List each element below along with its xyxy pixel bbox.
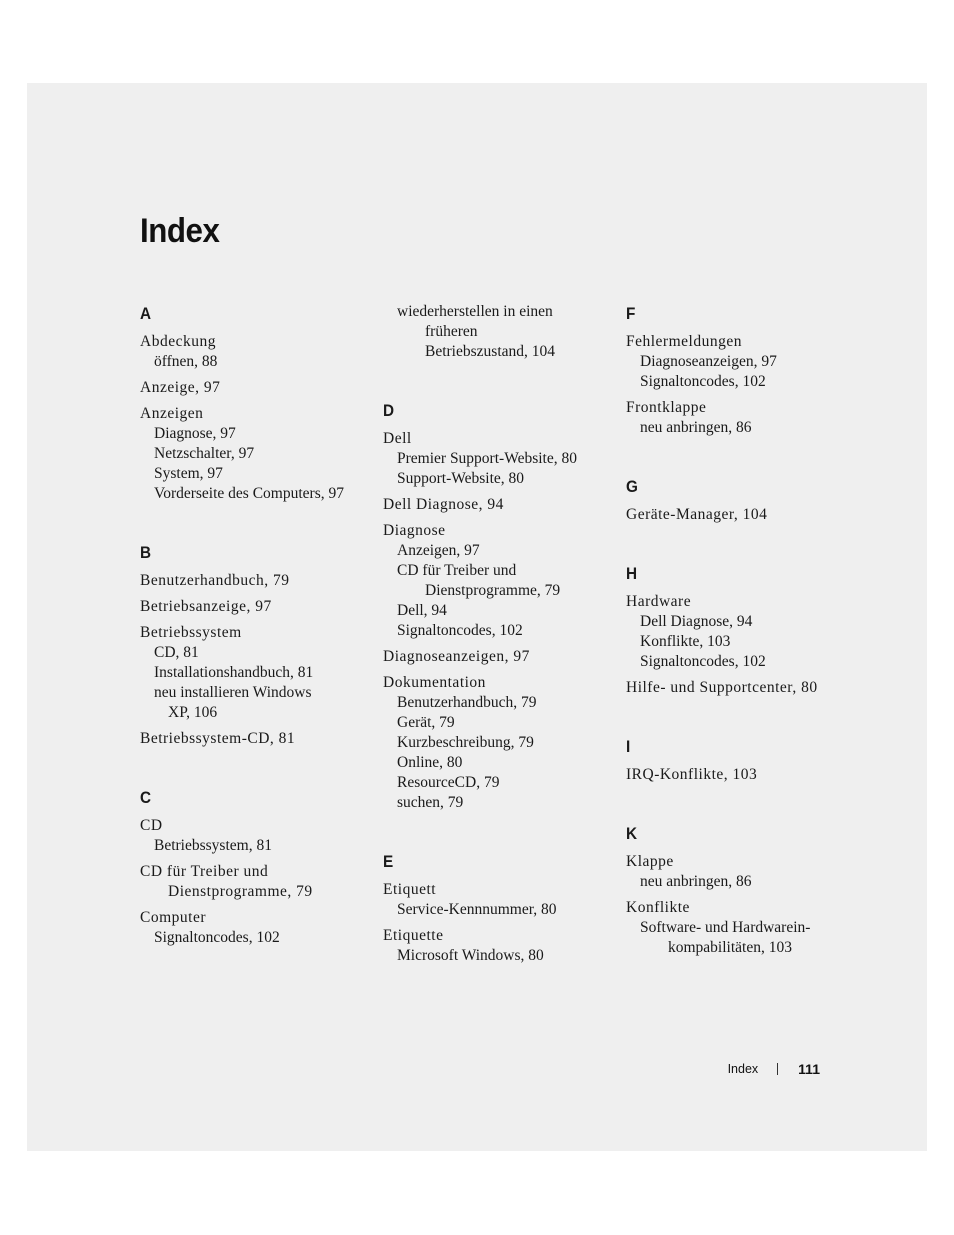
index-entry-dokumentation — [383, 673, 618, 813]
index-entry-benutzerhandbuch — [140, 571, 375, 591]
index-term: Dell Diagnose, 94 — [383, 496, 504, 513]
index-column-3 — [626, 300, 861, 964]
index-term: Anzeigen — [140, 405, 204, 422]
index-term: Hardware — [626, 593, 692, 610]
index-subterm: neu installieren Windows — [154, 684, 312, 701]
index-subterm: Signaltoncodes, 102 — [640, 653, 766, 670]
footer-label: Index — [727, 1062, 759, 1076]
index-entry-anzeigen — [140, 404, 375, 504]
letter-heading-c: C — [140, 788, 152, 807]
letter-heading-b: B — [140, 543, 152, 562]
index-entry-frontklappe — [626, 398, 861, 438]
index-entry-cd — [140, 816, 375, 856]
index-subterm: suchen, 79 — [397, 794, 464, 811]
index-subterm-continued: Betriebszustand, 104 — [425, 343, 556, 360]
index-subterm: Netzschalter, 97 — [154, 445, 255, 462]
index-term: Anzeige, 97 — [140, 379, 221, 396]
index-term: CD für Treiber und — [140, 863, 269, 880]
index-term: Konflikte — [626, 899, 690, 916]
index-column-2 — [383, 300, 618, 972]
index-term: Etiquette — [383, 927, 444, 944]
index-term: Dokumentation — [383, 674, 486, 691]
letter-heading-h: H — [626, 564, 638, 583]
index-subterm-continued: kompabilitäten, 103 — [668, 939, 792, 956]
letter-heading-f: F — [626, 304, 636, 323]
index-term: CD — [140, 817, 163, 834]
index-subterm: Diagnoseanzeigen, 97 — [640, 353, 777, 370]
index-subterm: Dell Diagnose, 94 — [640, 613, 753, 630]
index-subterm: Dell, 94 — [397, 602, 447, 619]
index-subterm: Online, 80 — [397, 754, 463, 771]
index-term: Betriebsanzeige, 97 — [140, 598, 272, 615]
index-term: Diagnoseanzeigen, 97 — [383, 648, 530, 665]
index-term: Computer — [140, 909, 206, 926]
index-subterm-continued: Dienstprogramme, 79 — [425, 582, 561, 599]
index-subterm: Service-Kennnummer, 80 — [397, 901, 557, 918]
index-subterm: CD, 81 — [154, 644, 199, 661]
index-term-continued: Dienstprogramme, 79 — [168, 883, 313, 900]
index-subterm: Kurzbeschreibung, 79 — [397, 734, 534, 751]
index-term: Hilfe- und Supportcenter, 80 — [626, 679, 818, 696]
page-title: Index — [140, 212, 220, 250]
index-subterm: Benutzerhandbuch, 79 — [397, 694, 537, 711]
index-entry-diagnose — [383, 521, 618, 641]
index-term: Etiquett — [383, 881, 437, 898]
index-entry-hardware — [626, 592, 861, 672]
index-subterm: System, 97 — [154, 465, 223, 482]
index-term: Betriebssystem-CD, 81 — [140, 730, 296, 747]
letter-heading-e: E — [383, 852, 394, 871]
letter-heading-i: I — [626, 737, 631, 756]
index-subterm: Premier Support-Website, 80 — [397, 450, 577, 467]
index-column-1 — [140, 300, 375, 954]
index-entry-computer — [140, 908, 375, 948]
page-number: 111 — [798, 1061, 820, 1077]
index-entry-cd-treiber — [140, 862, 375, 902]
index-entry-konflikte — [626, 898, 861, 958]
index-entry-betriebsanzeige — [140, 597, 375, 617]
index-subterm: CD für Treiber und — [397, 562, 517, 579]
index-entry-dell — [383, 429, 618, 489]
index-subterm: neu anbringen, 86 — [640, 873, 752, 890]
index-term: Klappe — [626, 853, 674, 870]
index-entry-irq — [626, 765, 861, 785]
index-subterm: Gerät, 79 — [397, 714, 455, 731]
index-entry-betriebssystem-cd — [140, 729, 375, 749]
index-term: Abdeckung — [140, 333, 216, 350]
page-footer — [728, 1061, 820, 1077]
index-subterm-continued: früheren — [425, 323, 478, 340]
index-subterm: Support-Website, 80 — [397, 470, 525, 487]
index-term: Geräte-Manager, 104 — [626, 506, 768, 523]
index-entry-etiquett — [383, 880, 618, 920]
letter-heading-d: D — [383, 401, 395, 420]
index-term: IRQ-Konflikte, 103 — [626, 766, 758, 783]
index-entry-fehlermeldungen — [626, 332, 861, 392]
index-entry-etiquette — [383, 926, 618, 966]
index-entry-diagnoseanzeigen — [383, 647, 618, 667]
index-entry-geraete-manager — [626, 505, 861, 525]
index-entry-klappe — [626, 852, 861, 892]
index-entry-hilfe — [626, 678, 861, 698]
letter-heading-k: K — [626, 824, 638, 843]
index-subterm: Konflikte, 103 — [640, 633, 731, 650]
index-subterm: Signaltoncodes, 102 — [397, 622, 523, 639]
index-subterm: Signaltoncodes, 102 — [640, 373, 766, 390]
letter-heading-a: A — [140, 304, 152, 323]
index-subterm: ResourceCD, 79 — [397, 774, 500, 791]
index-subterm: Signaltoncodes, 102 — [154, 929, 280, 946]
index-term: Diagnose — [383, 522, 446, 539]
index-entry-abdeckung — [140, 332, 375, 372]
index-entry-betriebssystem — [140, 623, 375, 723]
index-subterm: Vorderseite des Computers, 97 — [154, 485, 344, 502]
index-entry-anzeige — [140, 378, 375, 398]
index-term: Fehlermeldungen — [626, 333, 742, 350]
index-term: Betriebssystem — [140, 624, 242, 641]
index-subterm: Diagnose, 97 — [154, 425, 236, 442]
index-subterm: wiederherstellen in einen — [397, 303, 553, 320]
index-subterm: Microsoft Windows, 80 — [397, 947, 544, 964]
index-subterm: Installationshandbuch, 81 — [154, 664, 314, 681]
index-subterm-continued: XP, 106 — [168, 704, 218, 721]
index-subterm: Anzeigen, 97 — [397, 542, 480, 559]
letter-heading-g: G — [626, 477, 638, 496]
index-subterm: Software- und Hardwarein- — [640, 919, 811, 936]
index-subterm: neu anbringen, 86 — [640, 419, 752, 436]
index-entry-dell-diagnose — [383, 495, 618, 515]
index-entry-continued — [383, 302, 618, 362]
index-term: Benutzerhandbuch, 79 — [140, 572, 290, 589]
footer-divider — [777, 1063, 778, 1075]
index-subterm: Betriebssystem, 81 — [154, 837, 272, 854]
index-term: Dell — [383, 430, 412, 447]
index-term: Frontklappe — [626, 399, 707, 416]
index-subterm: öffnen, 88 — [154, 353, 218, 370]
